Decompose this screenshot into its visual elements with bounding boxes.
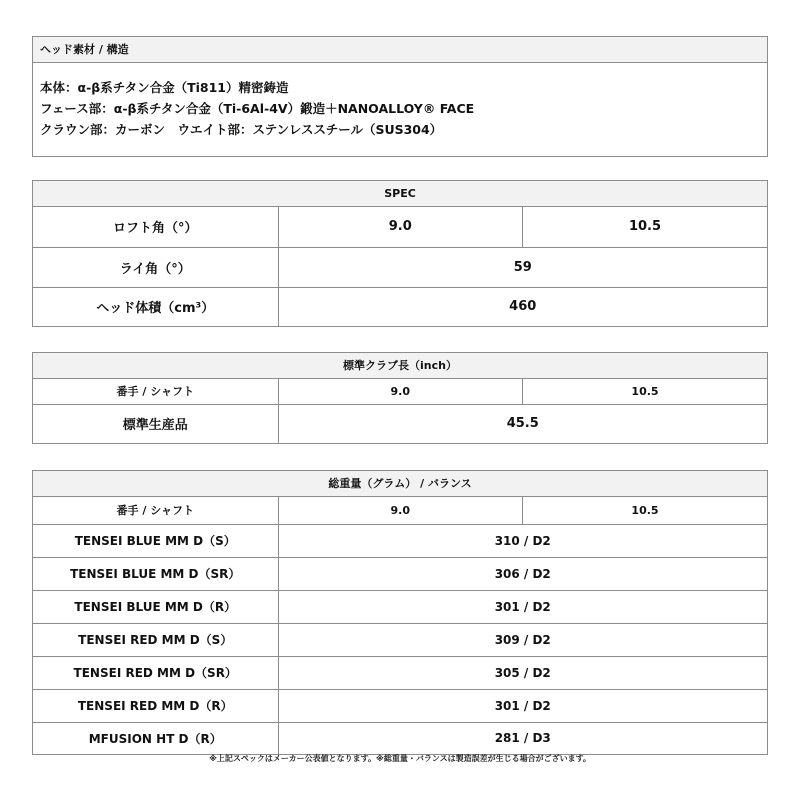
table-row <box>33 590 767 623</box>
weight-value: 305 / D2 <box>278 656 767 689</box>
weight-value: 309 / D2 <box>278 623 767 656</box>
length-col-2: 10.5 <box>523 379 768 404</box>
shaft-name: TENSEI BLUE MM D（R） <box>33 590 278 623</box>
length-row-value: 45.5 <box>278 404 767 443</box>
table-row <box>33 379 767 404</box>
table-row <box>33 497 767 524</box>
length-col-1: 9.0 <box>278 379 523 404</box>
material-section <box>32 36 768 157</box>
spec-section <box>32 180 768 327</box>
shaft-name: TENSEI BLUE MM D（S） <box>33 524 278 557</box>
loft-value-1: 9.0 <box>278 207 523 247</box>
table-row <box>33 404 767 443</box>
lie-label: ライ角（°） <box>33 247 278 287</box>
table-row <box>33 656 767 689</box>
shaft-name: MFUSION HT D（R） <box>33 722 278 754</box>
material-body <box>33 63 767 156</box>
volume-label: ヘッド体積（cm³） <box>33 287 278 326</box>
weight-col-1: 9.0 <box>278 497 523 524</box>
table-row <box>33 689 767 722</box>
length-section <box>32 352 768 444</box>
weight-col-label: 番手 / シャフト <box>33 497 278 524</box>
shaft-name: TENSEI RED MM D（S） <box>33 623 278 656</box>
material-line-body: 本体：α-β系チタン合金（Ti811）精密鋳造 <box>40 80 289 95</box>
table-row <box>33 287 767 326</box>
material-heading: ヘッド素材 / 構造 <box>33 37 767 63</box>
weight-heading: 総重量（グラム） / バランス <box>33 471 767 497</box>
weight-value: 301 / D2 <box>278 689 767 722</box>
weight-section <box>32 470 768 755</box>
loft-label: ロフト角（°） <box>33 207 278 247</box>
length-row-label: 標準生産品 <box>33 404 278 443</box>
table-row <box>33 207 767 247</box>
shaft-name: TENSEI BLUE MM D（SR） <box>33 557 278 590</box>
material-line-face: フェース部：α-β系チタン合金（Ti-6Al-4V）鍛造＋NANOALLOY® FACE <box>40 101 475 116</box>
weight-value: 310 / D2 <box>278 524 767 557</box>
spec-heading: SPEC <box>33 181 767 207</box>
table-row <box>33 722 767 754</box>
table-row <box>33 557 767 590</box>
length-col-label: 番手 / シャフト <box>33 379 278 404</box>
shaft-name: TENSEI RED MM D（SR） <box>33 656 278 689</box>
length-table <box>33 379 767 443</box>
shaft-name: TENSEI RED MM D（R） <box>33 689 278 722</box>
loft-value-2: 10.5 <box>523 207 768 247</box>
table-row <box>33 623 767 656</box>
weight-table <box>33 497 767 754</box>
table-row <box>33 524 767 557</box>
length-heading: 標準クラブ長（inch） <box>33 353 767 379</box>
material-line-crown: クラウン部：カーボン ウエイト部：ステンレススチール（SUS304） <box>40 122 443 137</box>
weight-col-2: 10.5 <box>523 497 768 524</box>
weight-value: 306 / D2 <box>278 557 767 590</box>
weight-value: 301 / D2 <box>278 590 767 623</box>
lie-value: 59 <box>278 247 767 287</box>
volume-value: 460 <box>278 287 767 326</box>
footnote: ※上記スペックはメーカー公表値となります。※総重量・バランスは製造誤差が生じる場合がございます。 <box>209 754 591 763</box>
weight-value: 281 / D3 <box>278 722 767 754</box>
table-row <box>33 247 767 287</box>
spec-table <box>33 207 767 326</box>
